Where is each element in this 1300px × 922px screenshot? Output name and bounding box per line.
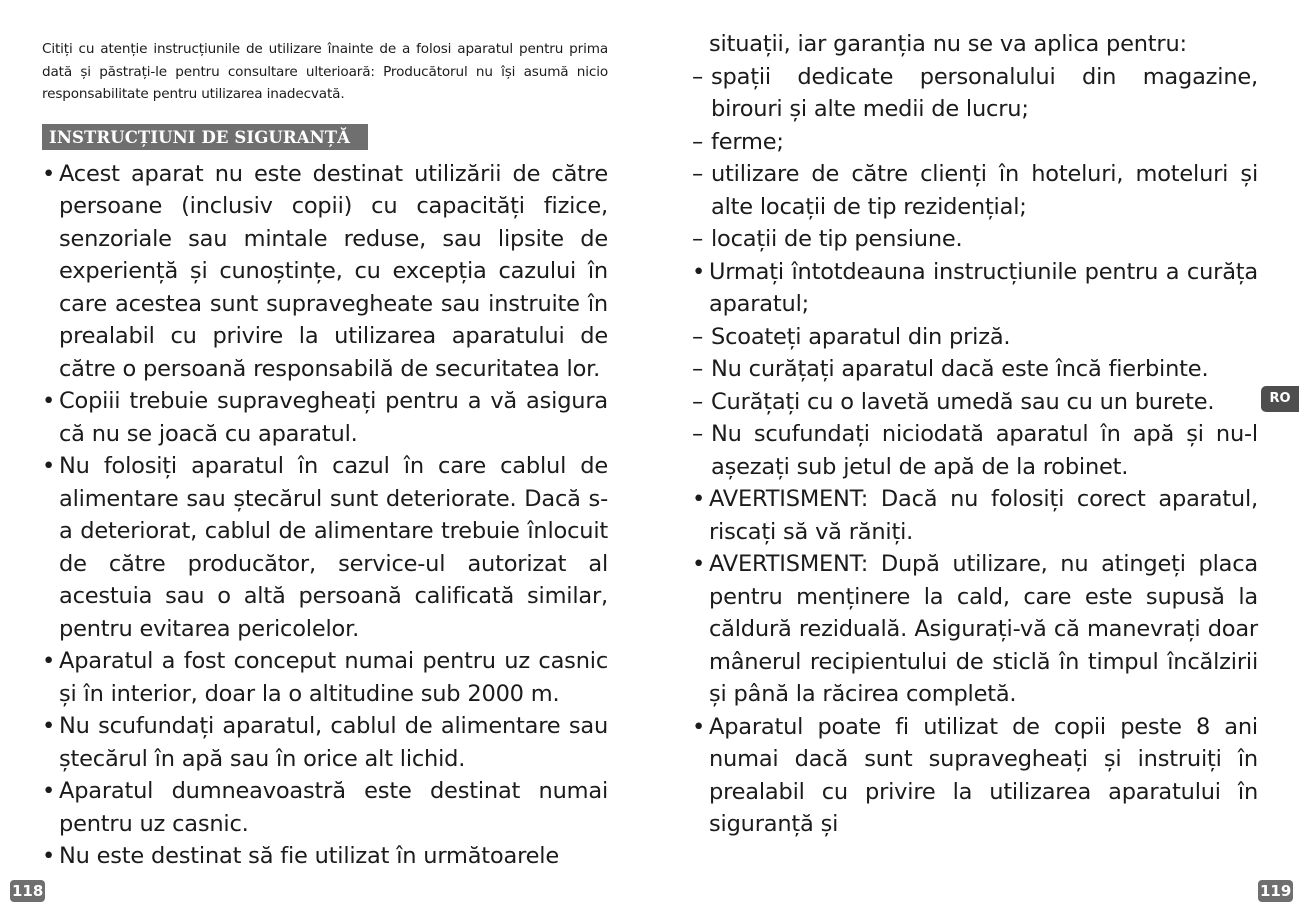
page-number-left: 118 — [12, 882, 44, 900]
sub-item-text: ferme; — [711, 128, 784, 155]
dash-icon: – — [692, 356, 704, 382]
sub-item-text: spații dedicate personalului din magazine, birouri și alte medii de lucru; — [711, 63, 1258, 122]
bullet-text: Aparatul dumneavoastră este destinat numai pentru uz casnic. — [59, 778, 608, 837]
bullet-icon: • — [42, 713, 56, 739]
bullet-text: Aparatul a fost conceput numai pentru uz casnic și în interior, doar la o altitudine sub 2000 m. — [59, 648, 608, 707]
bullet-item — [692, 256, 1258, 321]
bullet-item — [42, 385, 608, 450]
bullet-icon: • — [42, 648, 56, 674]
premises-sub-list — [692, 61, 1258, 256]
section-heading: INSTRUCȚIUNI DE SIGURANȚĂ — [42, 124, 368, 150]
bullet-text: AVERTISMENT: După utilizare, nu atingeți placa pentru menținere la cald, care este supusă la căldură reziduală. Asigurați-vă că manevrați doar mânerul recipientului de sticlă în timpul încălzirii și până la răcirea completă. — [709, 551, 1258, 707]
sub-item — [692, 61, 1258, 126]
sub-item — [692, 418, 1258, 483]
bullet-icon: • — [692, 486, 706, 512]
cleaning-bullet-list — [692, 256, 1258, 321]
bullet-text: Nu scufundați aparatul, cablul de alimentare sau ștecărul în apă sau în orice alt lichid. — [59, 713, 608, 772]
dash-icon: – — [692, 226, 704, 252]
sub-item-text: Curățați cu o lavetă umedă sau cu un burete. — [711, 388, 1215, 415]
bullet-icon: • — [42, 843, 56, 869]
dash-icon: – — [692, 388, 704, 415]
bullet-text: Aparatul poate fi utilizat de copii peste 8 ani numai dacă sunt supravegheați și instruiți în prealabil cu privire la utilizarea aparatului în siguranță și — [709, 713, 1258, 837]
dash-icon: – — [692, 323, 704, 350]
bullet-icon: • — [692, 713, 706, 740]
dash-icon: – — [692, 161, 704, 187]
bullet-icon: • — [692, 551, 706, 577]
bullet-icon: • — [692, 258, 706, 285]
bullet-icon: • — [42, 453, 56, 479]
bullet-text: Urmați întotdeauna instrucțiunile pentru a curăța aparatul; — [709, 258, 1258, 317]
bullet-text: Nu este destinat să fie utilizat în următoarele — [59, 843, 559, 869]
sub-item — [692, 386, 1258, 419]
page-number-right: 119 — [1260, 882, 1292, 900]
intro-paragraph: Citiți cu atenție instrucțiunile de utilizare înainte de a folosi aparatul pentru prima dată și păstrați-le pentru consultare ulterioară: Producătorul nu își asumă nicio responsabilitate pentru utilizarea inadecvată. — [42, 41, 608, 102]
safety-bullet-list — [42, 158, 608, 873]
dash-icon: – — [692, 421, 704, 447]
bullet-icon: • — [42, 778, 56, 804]
bullet-item — [42, 450, 608, 645]
sub-item-text: locații de tip pensiune. — [711, 226, 963, 252]
bullet-icon: • — [42, 388, 56, 414]
bullet-text: Nu folosiți aparatul în cazul în care cablul de alimentare sau ștecărul sunt deteriorate. Dacă s-a deteriorat, cablul de alimentare trebuie înlocuit de către producător, service-ul autorizat al acestuia sau o altă persoană calificată similar, pentru evitarea pericolelor. — [59, 453, 608, 642]
cleaning-sub-list — [692, 321, 1258, 484]
bullet-text: AVERTISMENT: Dacă nu folosiți corect aparatul, riscați să vă răniți. — [709, 486, 1258, 545]
sub-item-text: Nu scufundați niciodată aparatul în apă și nu-l așezați sub jetul de apă de la robinet. — [711, 421, 1258, 480]
sub-item-text: utilizare de către clienți în hoteluri, moteluri și alte locații de tip rezidențial; — [711, 161, 1258, 220]
bullet-item — [42, 710, 608, 775]
bullet-icon: • — [42, 160, 56, 187]
dash-icon: – — [692, 128, 704, 155]
language-tab: RO — [1261, 386, 1299, 412]
bullet-text: Copiii trebuie supravegheați pentru a vă asigura că nu se joacă cu aparatul. — [59, 388, 608, 447]
sub-item-text: Scoateți aparatul din priză. — [711, 323, 1011, 350]
sub-item — [692, 321, 1258, 354]
bullet-item — [692, 483, 1258, 548]
warning-bullet-list — [692, 483, 1258, 841]
sub-item — [692, 223, 1258, 256]
sub-item — [692, 353, 1258, 386]
left-page — [42, 0, 608, 873]
continuation-text: situații, iar garanția nu se va aplica pentru: — [709, 31, 1187, 57]
bullet-item — [692, 711, 1258, 841]
sub-item — [692, 126, 1258, 159]
sub-item-text: Nu curățați aparatul dacă este încă fierbinte. — [711, 356, 1209, 382]
bullet-item — [692, 548, 1258, 711]
bullet-item — [42, 840, 608, 873]
dash-icon: – — [692, 63, 704, 90]
bullet-item — [42, 775, 608, 840]
bullet-item — [42, 158, 608, 386]
right-page — [692, 0, 1258, 841]
bullet-text: Acest aparat nu este destinat utilizării de către persoane (inclusiv copii) cu capacități fizice, senzoriale sau mintale reduse, sau lipsite de experiență și cunoștințe, cu excepția cazului în care acestea sunt supravegheate sau instruite în prealabil cu privire la utilizarea aparatului de către o persoană responsabilă de securitatea lor. — [59, 160, 608, 382]
bullet-item — [42, 645, 608, 710]
sub-item — [692, 158, 1258, 223]
